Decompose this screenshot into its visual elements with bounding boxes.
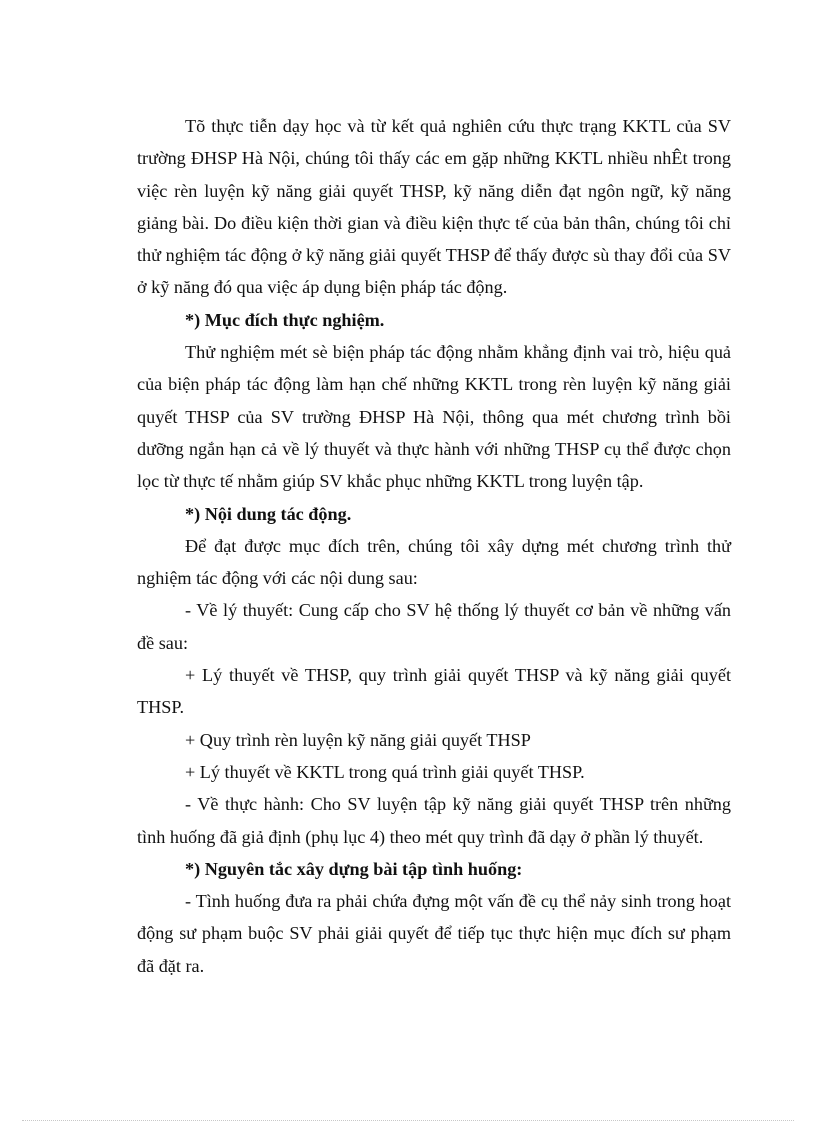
heading-principles: *) Nguyên tắc xây dựng bài tập tình huống: bbox=[185, 858, 523, 879]
paragraph-purpose: Thử nghiệm mét sè biện pháp tác động nhằm khẳng định vai trò, hiệu quả của biện pháp tác động làm hạn chế những KKTL trong rèn luyện kỹ năng giải quyết THSP của SV trường ĐHSP Hà Nội, thông qua mét chương trình bồi dưỡng ngắn hạn cả về lý thuyết và thực hành với những THSP cụ thể được chọn lọc từ thực tế nhằm giúp SV khắc phục những KKTL trong luyện tập. bbox=[137, 342, 731, 492]
paragraph-principle-1: - Tình huống đưa ra phải chứa đựng một vấn đề cụ thể nảy sinh trong hoạt động sư phạm buộc SV phải giải quyết để tiếp tục thực hiện mục đích sư phạm đã đặt ra. bbox=[137, 891, 731, 976]
document-page bbox=[137, 110, 731, 982]
paragraph-theory-item-3: + Lý thuyết về KKTL trong quá trình giải quyết THSP. bbox=[185, 761, 585, 782]
heading-content: *) Nội dung tác động. bbox=[185, 503, 352, 524]
paragraph-content-intro: Để đạt được mục đích trên, chúng tôi xây dựng mét chương trình thử nghiệm tác động với các nội dung sau: bbox=[137, 535, 731, 589]
paragraph-intro: Tõ thực tiễn dạy học và từ kết quả nghiên cứu thực trạng KKTL của SV trường ĐHSP Hà Nội, chúng tôi thấy các em gặp những KKTL nhiều nhÊt trong việc rèn luyện kỹ năng giải quyết THSP, kỹ năng diễn đạt ngôn ngữ, kỹ năng giảng bài. Do điều kiện thời gian và điều kiện thực tế của bản thân, chúng tôi chỉ thử nghiệm tác động ở kỹ năng giải quyết THSP để thấy được sù thay đổi của SV ở kỹ năng đó qua việc áp dụng biện pháp tác động. bbox=[137, 116, 731, 298]
paragraph-theory-item-1: + Lý thuyết về THSP, quy trình giải quyết THSP và kỹ năng giải quyết THSP. bbox=[137, 665, 731, 718]
paragraph-theory-item-2: + Quy trình rèn luyện kỹ năng giải quyết THSP bbox=[185, 729, 531, 750]
heading-purpose: *) Mục đích thực nghiệm. bbox=[185, 309, 385, 330]
page-bottom-divider bbox=[22, 1120, 794, 1121]
paragraph-theory: - Về lý thuyết: Cung cấp cho SV hệ thống lý thuyết cơ bản về những vấn đề sau: bbox=[137, 600, 731, 653]
paragraph-practice: - Về thực hành: Cho SV luyện tập kỹ năng giải quyết THSP trên những tình huống đã giả định (phụ lục 4) theo mét quy trình đã dạy ở phần lý thuyết. bbox=[137, 794, 731, 847]
